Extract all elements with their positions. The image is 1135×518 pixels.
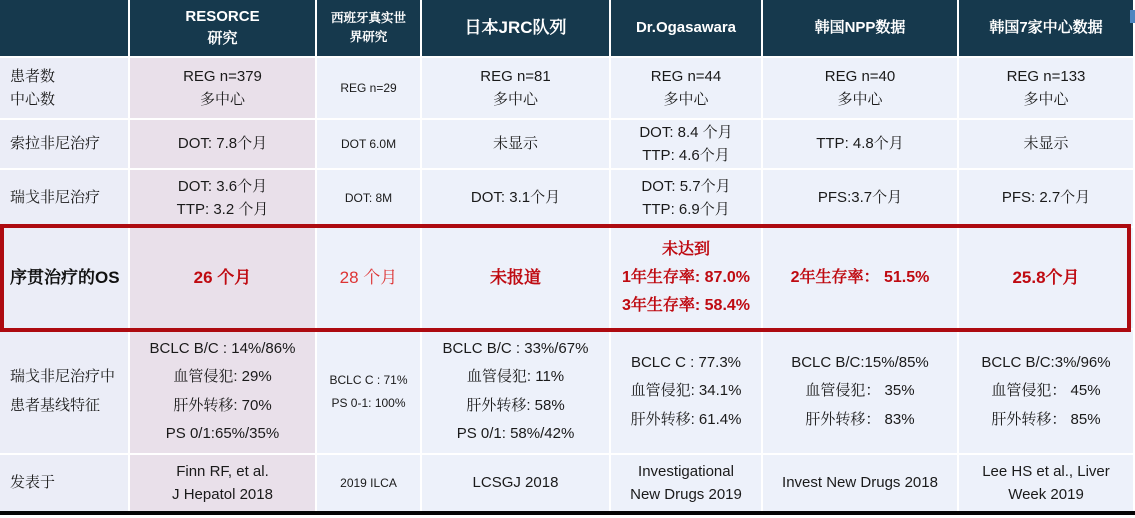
cell-baseline-resorce: BCLC B/C : 14%/86% 血管侵犯: 29% 肝外转移: 70% PS 0/1:65%/35% <box>130 330 317 455</box>
column-header-korea-npp: 韩国NPP数据 <box>763 0 959 58</box>
row-label-baseline: 瑞戈非尼治疗中 患者基线特征 <box>0 330 130 455</box>
cell-sorafenib-ogasawara: DOT: 8.4 个月 TTP: 4.6个月 <box>611 120 763 170</box>
cell-patients-korea-7: REG n=133 多中心 <box>959 58 1135 120</box>
edge-accent-mark <box>1130 10 1135 23</box>
cell-patients-resorce: REG n=379 多中心 <box>130 58 317 120</box>
column-header-korea-7-centers: 韩国7家中心数据 <box>959 0 1135 58</box>
table-row-baseline <box>0 330 1135 455</box>
row-label-patients-centers: 患者数 中心数 <box>0 58 130 120</box>
cell-regorafenib-ogasawara: DOT: 5.7个月 TTP: 6.9个月 <box>611 170 763 228</box>
cell-sorafenib-korea-7: 未显示 <box>959 120 1135 170</box>
table-row-regorafenib <box>0 170 1135 228</box>
cell-published-resorce: Finn RF, et al. J Hepatol 2018 <box>130 455 317 513</box>
cell-published-korea-7: Lee HS et al., Liver Week 2019 <box>959 455 1135 513</box>
cell-regorafenib-spain: DOT: 8M <box>317 170 422 228</box>
cell-published-ogasawara: Investigational New Drugs 2019 <box>611 455 763 513</box>
cell-baseline-korea-npp: BCLC B/C:15%/85% 血管侵犯： 35% 肝外转移： 83% <box>763 330 959 455</box>
cell-os-korea-7: 25.8个月 <box>959 228 1135 330</box>
row-label-published: 发表于 <box>0 455 130 513</box>
column-header-dr-ogasawara: Dr.Ogasawara <box>611 0 763 58</box>
cell-os-japan: 未报道 <box>422 228 611 330</box>
table-row-sequential-os <box>0 228 1135 330</box>
cell-os-korea-npp: 2年生存率： 51.5% <box>763 228 959 330</box>
cell-patients-korea-npp: REG n=40 多中心 <box>763 58 959 120</box>
cell-published-japan: LCSGJ 2018 <box>422 455 611 513</box>
cell-regorafenib-korea-npp: PFS:3.7个月 <box>763 170 959 228</box>
cell-regorafenib-korea-7: PFS: 2.7个月 <box>959 170 1135 228</box>
cell-published-spain: 2019 ILCA <box>317 455 422 513</box>
cell-baseline-ogasawara: BCLC C : 77.3% 血管侵犯: 34.1% 肝外转移: 61.4% <box>611 330 763 455</box>
bottom-divider-line <box>0 511 1135 515</box>
cell-sorafenib-spain: DOT 6.0M <box>317 120 422 170</box>
cell-published-korea-npp: Invest New Drugs 2018 <box>763 455 959 513</box>
cell-sorafenib-resorce: DOT: 7.8个月 <box>130 120 317 170</box>
cell-regorafenib-resorce: DOT: 3.6个月 TTP: 3.2 个月 <box>130 170 317 228</box>
cell-patients-spain: REG n=29 <box>317 58 422 120</box>
row-label-sequential-os: 序贯治疗的OS <box>0 228 130 330</box>
cell-baseline-korea-7: BCLC B/C:3%/96% 血管侵犯： 45% 肝外转移： 85% <box>959 330 1135 455</box>
cell-os-ogasawara: 未达到 1年生存率: 87.0% 3年生存率: 58.4% <box>611 228 763 330</box>
column-header-spain-real-world: 西班牙真实世 界研究 <box>317 0 422 58</box>
column-header-japan-jrc: 日本JRC队列 <box>422 0 611 58</box>
cell-baseline-spain: BCLC C : 71% PS 0-1: 100% <box>317 330 422 455</box>
cell-os-resorce: 26 个月 <box>130 228 317 330</box>
cell-patients-ogasawara: REG n=44 多中心 <box>611 58 763 120</box>
row-label-regorafenib: 瑞戈非尼治疗 <box>0 170 130 228</box>
cell-sorafenib-korea-npp: TTP: 4.8个月 <box>763 120 959 170</box>
cell-os-spain: 28 个月 <box>317 228 422 330</box>
table-row-published <box>0 455 1135 513</box>
cell-sorafenib-japan: 未显示 <box>422 120 611 170</box>
table-header-row <box>0 0 1135 58</box>
cell-patients-japan: REG n=81 多中心 <box>422 58 611 120</box>
column-header-resorce: RESORCE 研究 <box>130 0 317 58</box>
column-header-row-labels <box>0 0 130 58</box>
cell-baseline-japan: BCLC B/C : 33%/67% 血管侵犯: 11% 肝外转移: 58% PS 0/1: 58%/42% <box>422 330 611 455</box>
table-row-sorafenib <box>0 120 1135 170</box>
row-label-sorafenib: 索拉非尼治疗 <box>0 120 130 170</box>
cell-regorafenib-japan: DOT: 3.1个月 <box>422 170 611 228</box>
table-row-patients-centers <box>0 58 1135 120</box>
